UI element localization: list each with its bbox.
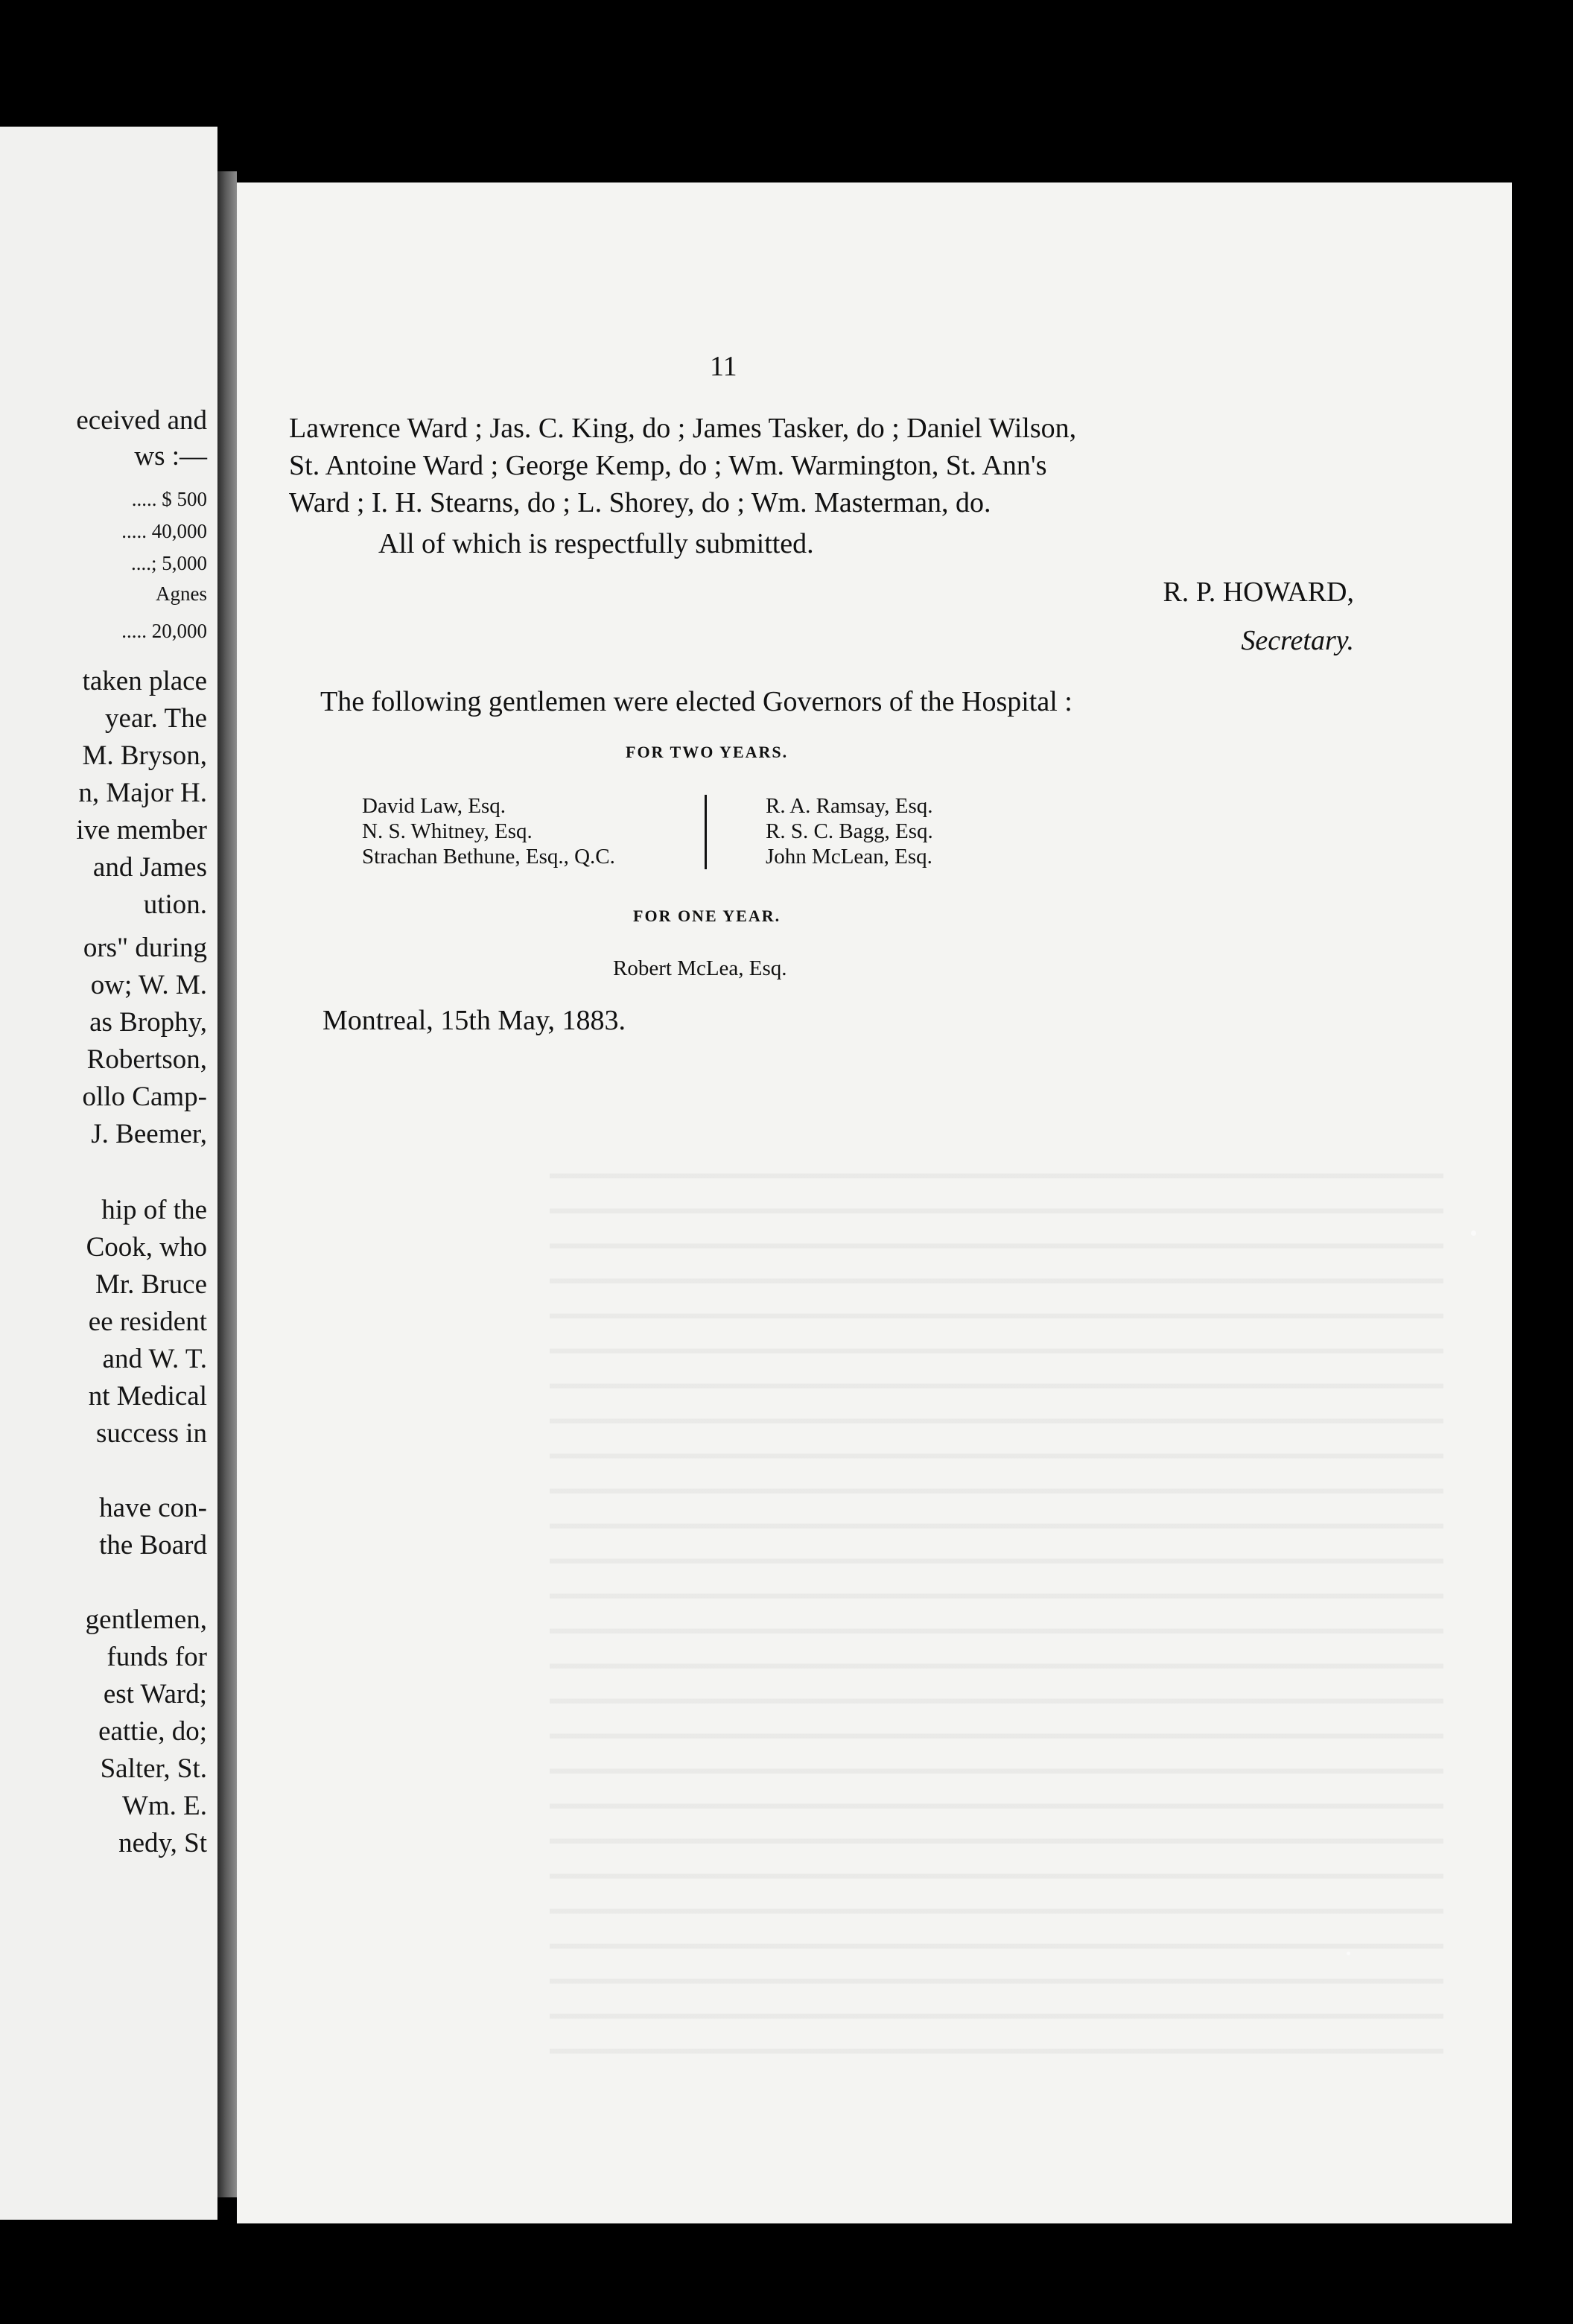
book-spine (217, 171, 237, 2197)
left-page-line: ow; W. M. (90, 970, 207, 1000)
governor-name: David Law, Esq. (362, 794, 506, 818)
left-page-line: Mr. Bruce (95, 1269, 207, 1300)
governor-name: Robert McLea, Esq. (613, 956, 787, 980)
left-page-line: year. The (105, 703, 207, 734)
left-page-line: taken place (82, 666, 207, 696)
left-page-line: Robertson, (86, 1044, 207, 1075)
left-page-line: success in (96, 1418, 207, 1449)
left-page-line: est Ward; (103, 1679, 207, 1709)
left-page-line: Cook, who (86, 1232, 207, 1263)
left-page-fragment (0, 127, 217, 2220)
left-page-line: eattie, do; (98, 1716, 207, 1747)
left-page-line: hip of the (101, 1195, 207, 1225)
submitted-line: All of which is respectfully submitted. (378, 528, 814, 559)
signature-name: R. P. HOWARD, (1163, 577, 1354, 608)
left-page-line: ..... 20,000 (121, 620, 207, 642)
one-year-heading: FOR ONE YEAR. (633, 907, 781, 925)
governor-name: John McLean, Esq. (766, 845, 932, 869)
left-page-line: Agnes (156, 582, 207, 605)
left-page-line: have con- (99, 1493, 207, 1523)
left-page-line: and W. T. (102, 1344, 207, 1374)
left-page-line: Wm. E. (121, 1791, 207, 1821)
left-page-line: ollo Camp- (82, 1082, 207, 1112)
left-page-line: funds for (107, 1642, 207, 1672)
paragraph-line: Lawrence Ward ; Jas. C. King, do ; James Tasker, do ; Daniel Wilson, (289, 413, 1077, 444)
left-page-line: ..... $ 500 (131, 488, 207, 510)
signature-title: Secretary. (1241, 625, 1354, 656)
left-page-line: eceived and (76, 405, 207, 436)
left-page-line: ..... 40,000 (121, 520, 207, 542)
left-page-line: ....; 5,000 (130, 552, 207, 574)
left-page-line: ors" during (83, 933, 207, 963)
left-page-line: n, Major H. (78, 778, 207, 808)
scan-speck (1471, 1231, 1476, 1236)
left-page-line: the Board (99, 1530, 207, 1561)
left-page-line: nt Medical (88, 1381, 207, 1412)
left-page-line: ution. (143, 889, 207, 920)
left-page-line: ws :— (134, 441, 207, 472)
governor-name: Strachan Bethune, Esq., Q.C. (362, 845, 615, 869)
left-page-line: ee resident (88, 1307, 207, 1337)
left-page-line: gentlemen, (85, 1604, 207, 1635)
scan-speck (1347, 1952, 1350, 1955)
left-page-line: as Brophy, (89, 1007, 207, 1038)
left-page-line: J. Beemer, (91, 1119, 207, 1149)
bleed-through-texture (550, 1143, 1443, 2074)
left-page-line: ive member (76, 815, 207, 845)
paragraph-line: Ward ; I. H. Stearns, do ; L. Shorey, do ; Wm. Masterman, do. (289, 487, 991, 518)
right-page (237, 182, 1512, 2223)
left-page-line: nedy, St (118, 1828, 207, 1858)
left-page-line: and James (92, 852, 207, 883)
governor-name: N. S. Whitney, Esq. (362, 819, 533, 843)
dateline: Montreal, 15th May, 1883. (322, 1005, 626, 1036)
paragraph-line: St. Antoine Ward ; George Kemp, do ; Wm. Warmington, St. Ann's (289, 450, 1047, 481)
governor-name: R. S. C. Bagg, Esq. (766, 819, 933, 843)
left-page-line: M. Bryson, (82, 740, 207, 771)
governors-intro: The following gentlemen were elected Governors of the Hospital : (320, 686, 1072, 717)
column-divider (705, 795, 707, 869)
page-number: 11 (710, 351, 737, 382)
governor-name: R. A. Ramsay, Esq. (766, 794, 933, 818)
two-years-heading: FOR TWO YEARS. (626, 743, 789, 761)
left-page-line: Salter, St. (100, 1753, 207, 1784)
